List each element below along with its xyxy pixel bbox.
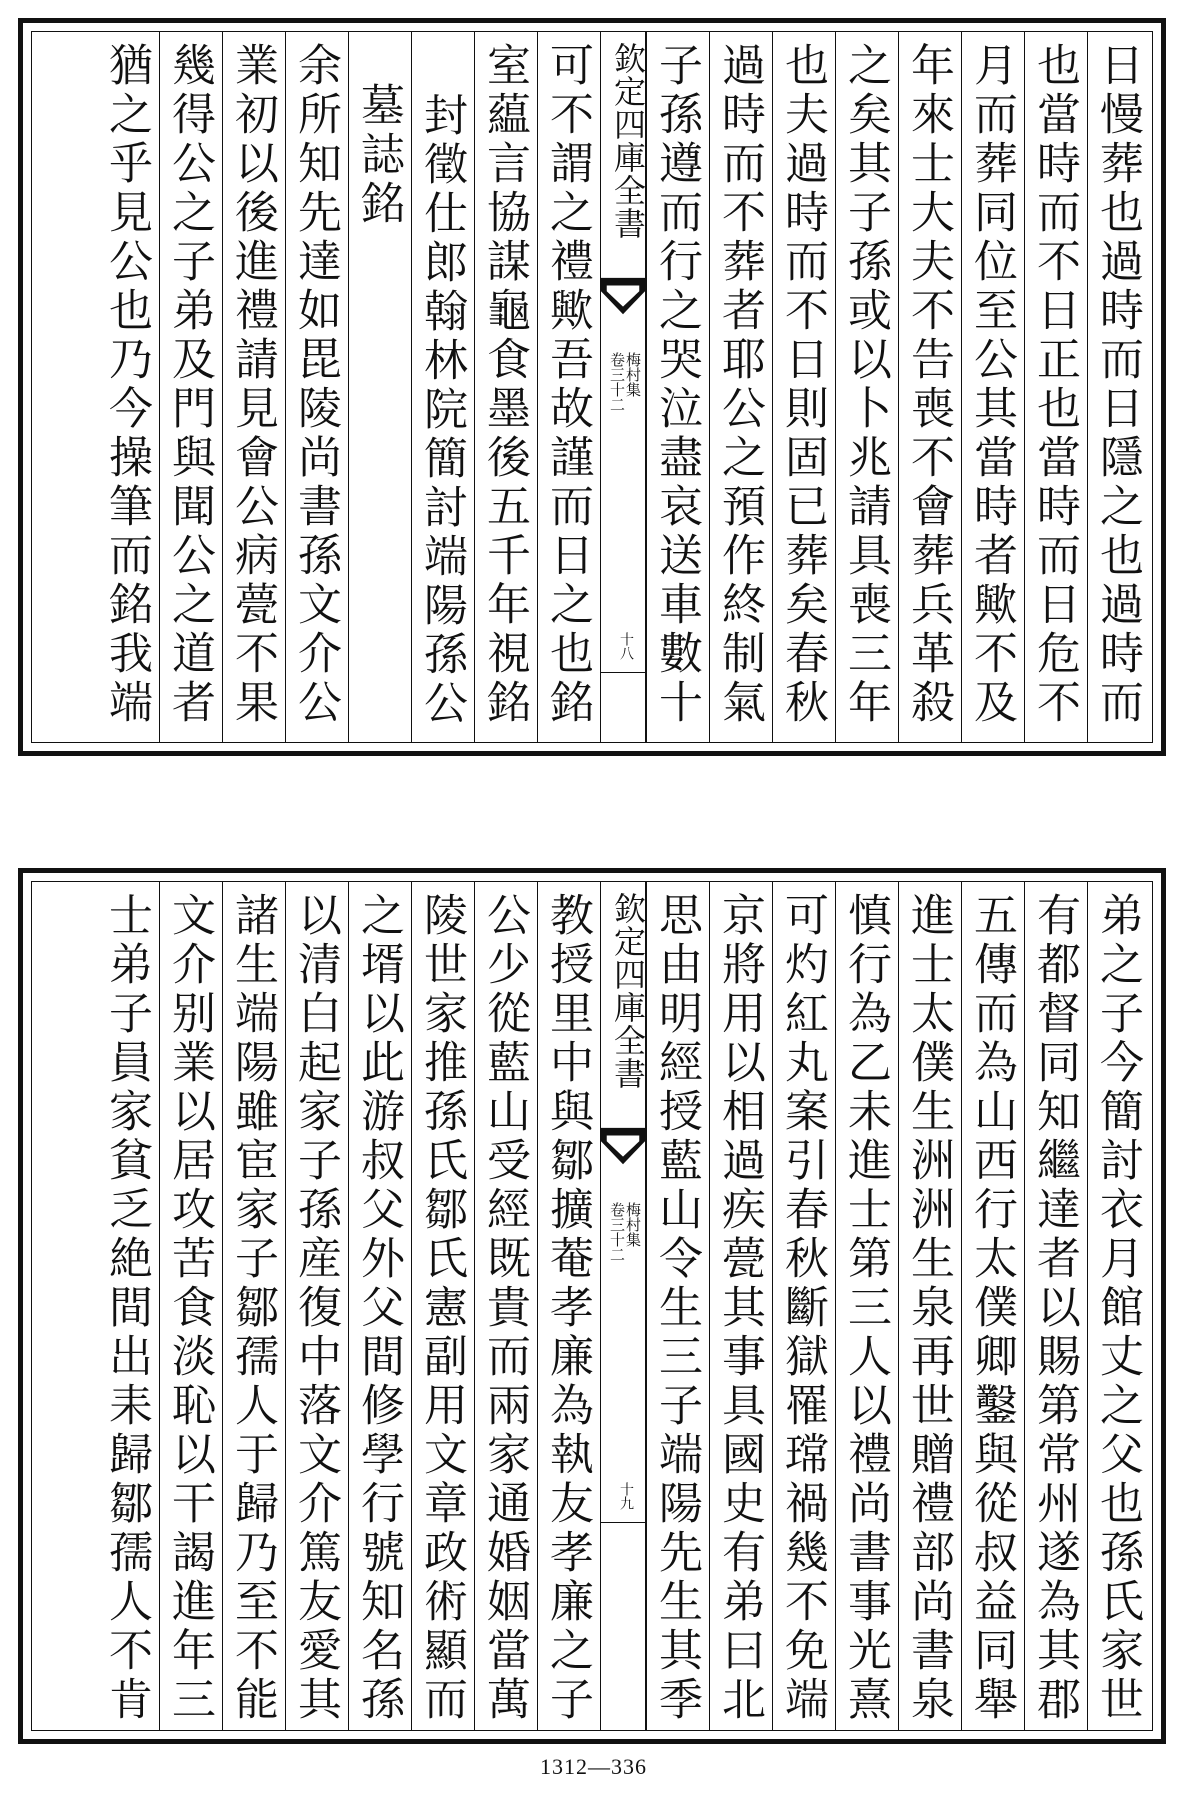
column-text: 猶之乎見公也乃今操筆而銘我端 [101,42,152,728]
column-text: 以清白起家子孫産復中落文介篤友愛其 [290,892,341,1725]
center-divider [601,1522,645,1523]
lower-left-column-7 [159,882,222,1730]
lower-right-column-7 [709,882,772,1730]
upper-page-frame [31,31,1153,743]
column-text: 有都督同知繼達者以賜第常州遂為其郡 [1029,892,1080,1725]
upper-right-column-2 [1024,32,1087,742]
column-text: 日慢葬也過時而日隱之也過時而 [1092,42,1143,728]
column-text: 弟之子今簡討衣月館丈之父也孫氏家世 [1092,892,1143,1725]
lower-left-column-2 [474,882,537,1730]
fishtail-mark-icon [601,277,645,317]
center-divider [601,672,645,673]
lower-right-column-3 [961,882,1024,1730]
upper-left-column-1 [537,32,600,742]
column-text: 過時而不葬者耶公之預作終制氣 [714,42,765,728]
column-text: 也夫過時而不日則固已葬矣春秋 [777,42,828,728]
lower-right-column-8 [646,882,709,1730]
column-text: 陵世家推孫氏鄒氏憲副用文章政術顯而 [416,892,467,1725]
column-text: 封徵仕郎翰林院簡討端陽孫公 [416,92,467,729]
column-text: 幾得公之子弟及門與聞公之道者 [164,42,215,728]
column-text: 士弟子員家貧乏絶間出耒歸鄒孺人不肯 [101,892,152,1725]
lower-center-margin [600,882,646,1730]
page-footer-number: 1312—336 [540,1754,647,1779]
upper-left-column-4 [348,32,411,742]
column-text: 文介别業以居攻苦食淡恥以干謁進年三 [164,892,215,1725]
column-text: 可灼紅丸案引春秋斷獄罹瑺禍幾不免端 [777,892,828,1725]
column-text: 室藴言協謀龜食墨後五千年視銘 [479,42,530,728]
upper-left-column-6 [222,32,285,742]
column-text: 之矣其子孫或以卜兆請具喪三年 [840,42,891,728]
upper-right-column-4 [898,32,961,742]
lower-left-column-1 [537,882,600,1730]
lower-columns [32,882,1152,1730]
upper-right-column-3 [961,32,1024,742]
lower-right-column-1 [1087,882,1150,1730]
column-text: 月而葬同位至公其當時者歟不及 [966,42,1017,728]
column-text: 五傳而為山西行太僕卿鑿與從叔益同舉 [966,892,1017,1725]
column-text: 公少從藍山受經既貴而兩家通婚姻當萬 [479,892,530,1725]
upper-right-column-5 [835,32,898,742]
column-text: 慎行為乙未進士第三人以禮尚書事光熹 [840,892,891,1725]
book-name: 梅村集 [624,1202,642,1247]
upper-left-column-8 [96,32,159,742]
lower-left-column-3 [411,882,474,1730]
upper-columns [32,32,1152,742]
lower-left-column-6 [222,882,285,1730]
lower-left-column-5 [285,882,348,1730]
upper-right-column-1 [1087,32,1150,742]
upper-right-column-6 [772,32,835,742]
upper-right-column-7 [709,32,772,742]
fishtail-mark-icon [601,1127,645,1167]
series-title: 欽定四庫全書 [609,892,647,1090]
column-text: 京將用以相過疾甍其事具國史有弟曰北 [714,892,765,1725]
upper-right-column-8 [646,32,709,742]
column-text: 諸生端陽雖宦家子鄒孺人于歸乃至不能 [227,892,278,1725]
upper-left-column-3 [411,32,474,742]
series-title: 欽定四庫全書 [609,42,647,240]
column-text: 業初以後進禮請見會公病甍不果 [227,42,278,728]
column-text: 教授里中與鄒擴菴孝廉為執友孝廉之子 [542,892,593,1725]
folio-number: 十八 [618,632,634,660]
column-text: 進士太僕生洲洲生泉再世贈禮部尚書泉 [903,892,954,1725]
lower-right-column-6 [772,882,835,1730]
upper-left-column-5 [285,32,348,742]
lower-page-frame [31,881,1153,1731]
column-text: 余所知先達如毘陵尚書孫文介公 [290,42,341,728]
column-text: 可不謂之禮歟吾故謹而日之也銘 [542,42,593,728]
upper-page [18,18,1166,756]
lower-right-column-5 [835,882,898,1730]
column-text: 也當時而不日正也當時而日危不 [1029,42,1080,728]
lower-right-column-4 [898,882,961,1730]
column-text: 墓誌銘 [353,82,404,229]
juan-number: 卷三十二 [608,352,626,412]
column-text: 之壻以此游叔父外父間修學行號知名孫 [353,892,404,1725]
upper-left-column-7 [159,32,222,742]
column-text: 年來士大夫不告喪不會葬兵革殺 [903,42,954,728]
juan-number: 卷三十二 [608,1202,626,1262]
lower-page [18,868,1166,1744]
lower-left-column-8 [96,882,159,1730]
upper-left-column-2 [474,32,537,742]
lower-left-column-4 [348,882,411,1730]
folio-number: 十九 [618,1482,634,1510]
upper-center-margin [600,32,646,742]
column-text: 子孫遵而行之哭泣盡哀送車數十 [651,42,702,728]
lower-right-column-2 [1024,882,1087,1730]
column-text: 思由明經授藍山令生三子端陽先生其季 [651,892,702,1725]
book-name: 梅村集 [624,352,642,397]
